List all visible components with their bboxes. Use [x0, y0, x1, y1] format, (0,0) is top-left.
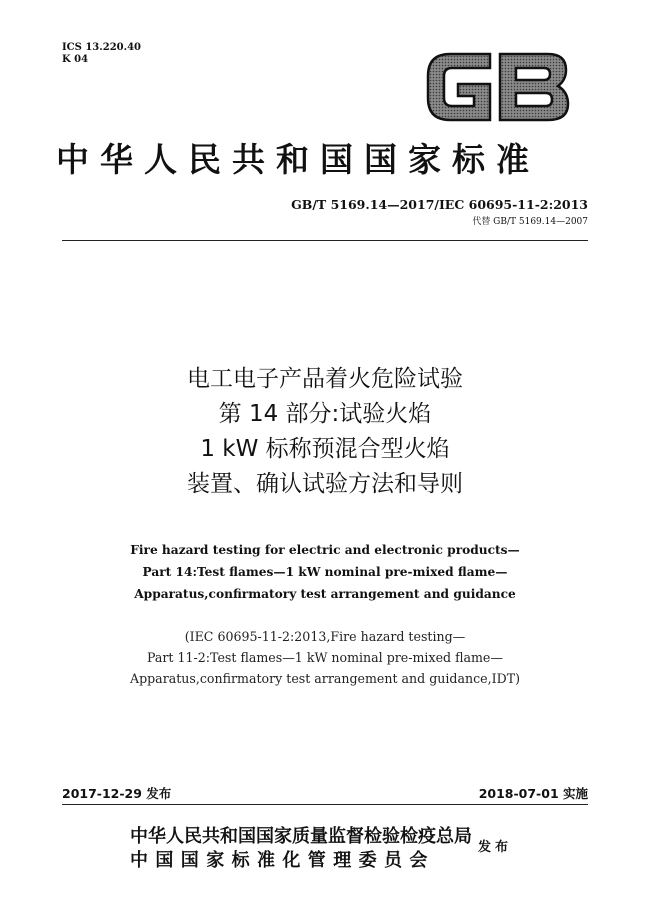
- top-divider: [62, 240, 588, 241]
- ics-code: ICS 13.220.40: [62, 42, 142, 53]
- publish-label: 发布: [478, 840, 513, 855]
- title-en: [0, 539, 650, 605]
- issue-date: 2017-12-29 发布: [62, 786, 172, 801]
- title-zh-line: 装置、确认试验方法和导则: [187, 471, 463, 497]
- iec-note-line: Part 11-2:Test flames—1 kW nominal pre-mixed flame—: [147, 650, 503, 665]
- title-zh-line: 第 14 部分:试验火焰: [218, 401, 432, 427]
- title-zh-line: 1 kW 标称预混合型火焰: [200, 436, 450, 462]
- national-standard-heading: 中华人民共和国国家标准: [56, 140, 540, 179]
- title-en-line: Part 14:Test flames—1 kW nominal pre-mixed flame—: [142, 565, 508, 579]
- replaces-note: 代替 GB/T 5169.14—2007: [472, 217, 588, 227]
- implementation-date: 2018-07-01 实施: [478, 786, 588, 801]
- title-zh-line: 电工电子产品着火危险试验: [187, 366, 463, 392]
- bottom-divider: [62, 804, 588, 805]
- title-en-line: Apparatus,confirmatory test arrangement and guidance: [134, 587, 516, 601]
- title-zh: [0, 362, 650, 502]
- iec-note-line: Apparatus,confirmatory test arrangement and guidance,IDT): [129, 671, 521, 686]
- gb-logo: [420, 40, 572, 132]
- classification-code: K 04: [62, 54, 89, 65]
- ics-code-block: [62, 42, 141, 66]
- title-en-line: Fire hazard testing for electric and electronic products—: [130, 543, 520, 557]
- issuer-aqsiq: 中华人民共和国国家质量监督检验检疫总局: [130, 826, 472, 847]
- iec-note-line: (IEC 60695-11-2:2013,Fire hazard testing—: [184, 629, 466, 644]
- standard-number: GB/T 5169.14—2017/IEC 60695-11-2:2013: [291, 197, 588, 212]
- iec-equivalence-note: [0, 626, 650, 689]
- issuer-sac: 中国国家标准化管理委员会: [130, 850, 435, 871]
